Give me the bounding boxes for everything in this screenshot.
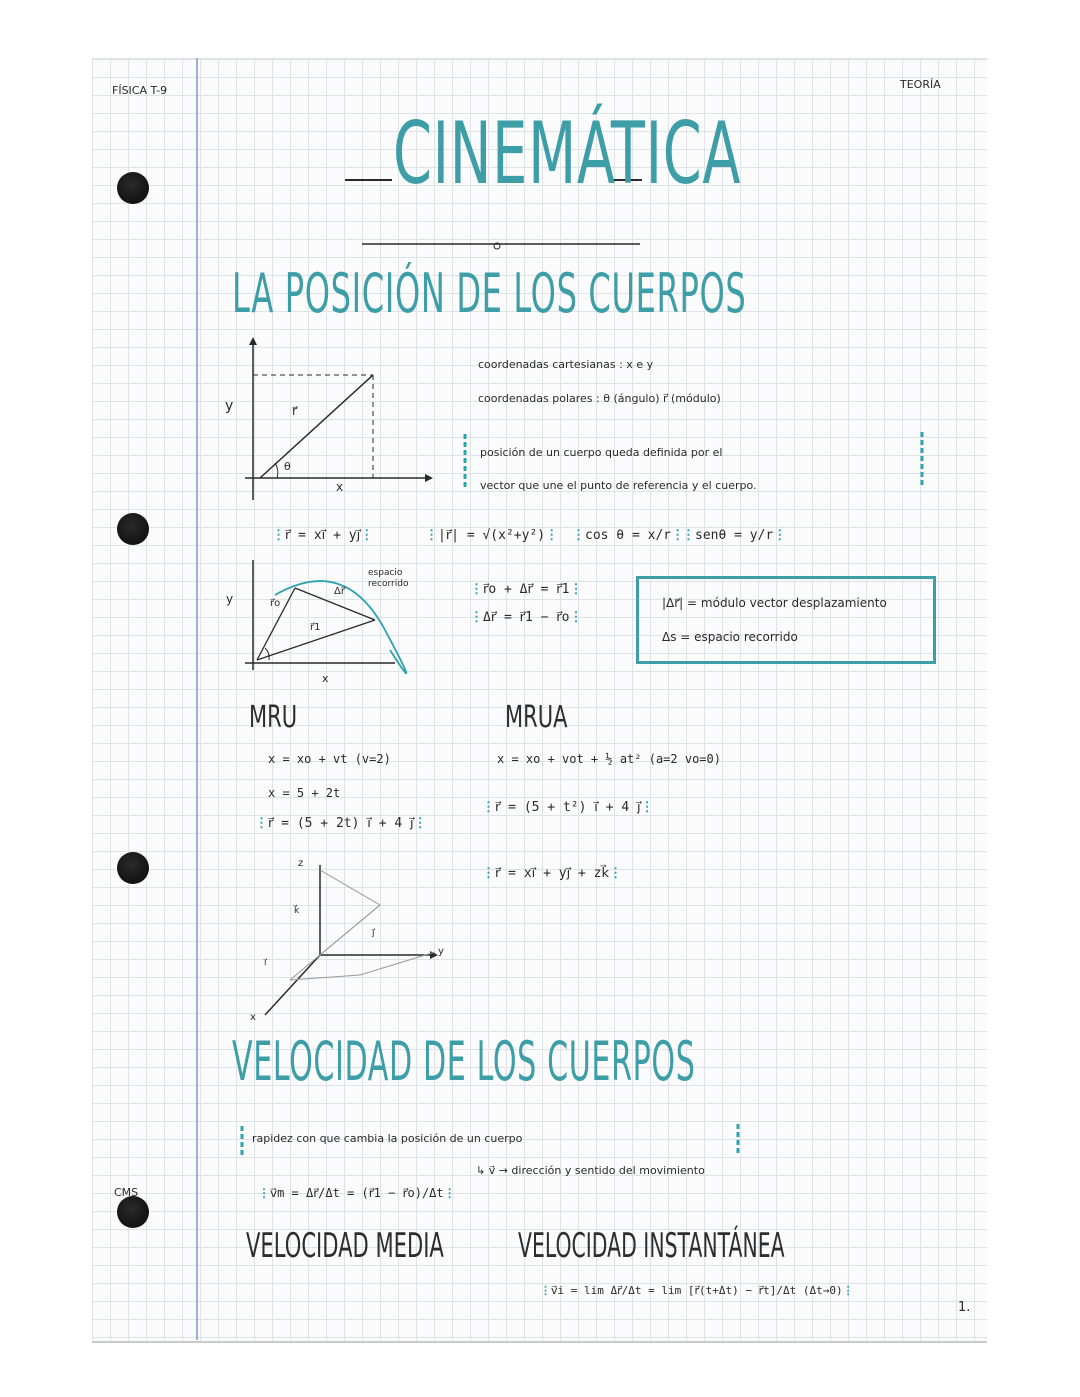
box-line-2: Δs = espacio recorrido — [662, 630, 798, 644]
mrua-eq-1: x = xo + vot + ½ at² (a=2 vo=0) — [497, 752, 721, 766]
velocity-definition: rapidez con que cambia la posición de un cuerpo — [252, 1132, 523, 1145]
definition-box — [636, 576, 936, 664]
author-initials: CMS — [114, 1186, 139, 1199]
section-label: TEORÍA — [900, 78, 941, 91]
page-number: 1. — [958, 1300, 971, 1315]
graph2-x-label: x — [322, 672, 329, 685]
label-mean-velocity: VELOCIDAD MEDIA — [246, 1226, 444, 1266]
definition-line-1: posición de un cuerpo queda definida por el — [480, 446, 723, 459]
axis-y-label: y — [438, 946, 444, 957]
graph2-space-label: espacio recorrido — [368, 568, 409, 589]
mrua-eq-3: ⋮r⃗ = xi⃗ + yj⃗ + zk⃗⋮ — [482, 866, 623, 881]
eq-mean-velocity: ⋮v⃗m = Δr⃗/Δt = (r⃗1 − r⃗o)/Δt⋮ — [258, 1186, 456, 1200]
section-heading-position: LA POSICIÓN DE LOS CUERPOS — [232, 262, 747, 325]
axis-z-label: z — [298, 858, 304, 869]
mru-eq-3: ⋮r⃗ = (5 + 2t) i⃗ + 4 j⃗⋮ — [255, 816, 427, 831]
bracket-right — [912, 430, 932, 490]
eq-instant-velocity: ⋮v⃗i = lim Δr⃗/Δt = lim [r⃗(t+Δt) − r⃗t]/Δt (Δt→0)⋮ — [540, 1284, 854, 1297]
bracket-left — [455, 432, 475, 492]
graph2-dr-label: Δr⃗ — [334, 586, 345, 597]
mru-eq-2: x = 5 + 2t — [268, 786, 341, 800]
graph1-theta-label: θ — [284, 460, 291, 473]
subject-label: FÍSICA T-9 — [112, 84, 168, 97]
bracket-left-2 — [234, 1124, 250, 1160]
graph2-r0-label: r⃗o — [270, 598, 281, 609]
eq-sin: ⋮senθ = y/r⋮ — [682, 528, 787, 543]
eq-cos: ⋮cos θ = x/r⋮ — [572, 528, 685, 543]
3d-axes-graph — [250, 860, 450, 1030]
axis-k-label: k⃗ — [294, 906, 300, 916]
graph2-y-label: y — [226, 592, 234, 606]
mru-eq-1: x = xo + vt (v=2) — [268, 752, 391, 766]
position-vector-graph — [225, 335, 425, 505]
graph1-y-label: y — [225, 398, 234, 414]
page-title: CINEMÁTICA — [393, 104, 742, 204]
coords-cartesian: coordenadas cartesianas : x e y — [478, 358, 654, 371]
mrua-eq-2: ⋮r⃗ = (5 + t²) i⃗ + 4 j⃗⋮ — [482, 800, 654, 815]
coords-polar: coordenadas polares : θ (ángulo) r⃗ (módulo) — [478, 392, 721, 405]
mru-heading: MRU — [249, 700, 298, 735]
bracket-right-2 — [730, 1122, 746, 1158]
mrua-heading: MRUA — [505, 700, 568, 735]
eq-vector: ⋮r⃗ = xi⃗ + yj⃗⋮ — [272, 528, 374, 543]
eq-sum: ⋮r⃗o + Δr⃗ = r⃗1⋮ — [470, 582, 583, 597]
axis-i-label: i⃗ — [264, 958, 267, 968]
definition-line-2: vector que une el punto de referencia y el cuerpo. — [480, 479, 757, 492]
direction-note: ↳ v⃗ → dirección y sentido del movimiento — [476, 1164, 705, 1177]
graph1-x-label: x — [336, 480, 344, 494]
graph1-r-label: r⃗ — [292, 404, 297, 418]
eq-module: ⋮|r⃗| = √(x²+y²)⋮ — [425, 528, 559, 543]
eq-diff: ⋮Δr⃗ = r⃗1 − r⃗o⋮ — [470, 610, 583, 625]
axis-j-label: j⃗ — [372, 928, 375, 938]
section-heading-velocity: VELOCIDAD DE LOS CUERPOS — [232, 1030, 696, 1093]
label-instant-velocity: VELOCIDAD INSTANTÁNEA — [518, 1226, 785, 1266]
box-line-1: |Δr⃗| = módulo vector desplazamiento — [662, 596, 887, 610]
axis-x-label: x — [250, 1012, 256, 1023]
graph2-r1-label: r⃗1 — [310, 622, 321, 633]
